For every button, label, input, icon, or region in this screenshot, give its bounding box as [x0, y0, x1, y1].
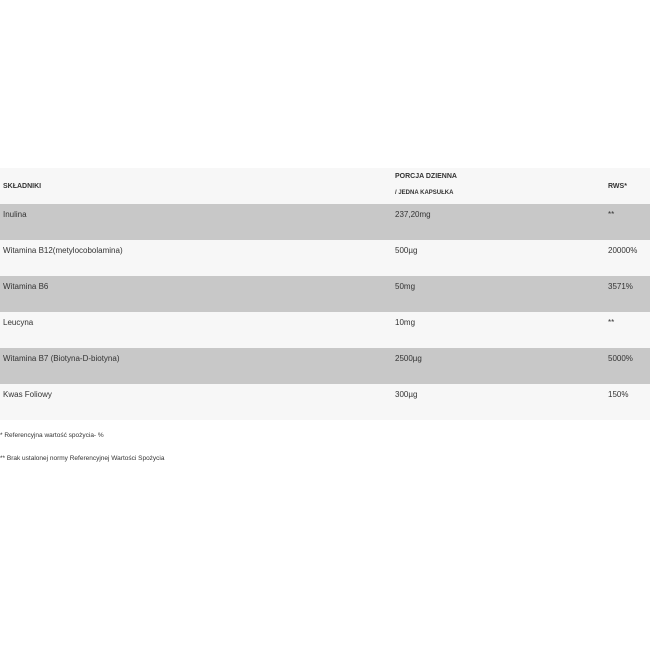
table-row	[0, 204, 650, 240]
footnote-rws: * Referencyjna wartość spożycia- %	[0, 432, 104, 439]
ingredients-table	[0, 168, 650, 420]
header-daily-portion: PORCJA DZIENNA	[395, 173, 457, 180]
ingredient-rws: **	[608, 210, 615, 219]
table-row	[0, 384, 650, 420]
ingredient-name: Witamina B7 (Biotyna-D-biotyna)	[3, 354, 120, 363]
ingredient-amount: 237,20mg	[395, 210, 431, 219]
table-row	[0, 312, 650, 348]
ingredient-amount: 50mg	[395, 282, 416, 291]
ingredient-name: Leucyna	[3, 318, 34, 327]
header-ingredients: SKŁADNIKI	[3, 183, 42, 190]
ingredient-amount: 10mg	[395, 318, 416, 327]
ingredient-name: Kwas Foliowy	[3, 390, 52, 399]
table-row	[0, 240, 650, 276]
table-row	[0, 348, 650, 384]
ingredient-name: Inulina	[3, 210, 27, 219]
footnotes	[0, 432, 650, 463]
header-daily-portion-sub: / JEDNA KAPSUŁKA	[395, 190, 454, 196]
table-row	[0, 276, 650, 312]
ingredient-amount: 300µg	[395, 390, 418, 399]
ingredient-name: Witamina B6	[3, 282, 49, 291]
ingredient-rws: 150%	[608, 390, 629, 399]
footnote-no-norm: ** Brak ustalonej normy Referencyjnej Wartości Spożycia	[0, 455, 165, 462]
ingredient-rws: 20000%	[608, 246, 638, 255]
ingredient-amount: 2500µg	[395, 354, 422, 363]
ingredient-amount: 500µg	[395, 246, 418, 255]
ingredient-rws: 3571%	[608, 282, 633, 291]
table-header-row	[0, 168, 650, 204]
ingredient-rws: 5000%	[608, 354, 633, 363]
ingredient-name: Witamina B12(metylocobolamina)	[3, 246, 123, 255]
header-rws: RWS*	[608, 183, 627, 190]
ingredient-rws: **	[608, 318, 615, 327]
